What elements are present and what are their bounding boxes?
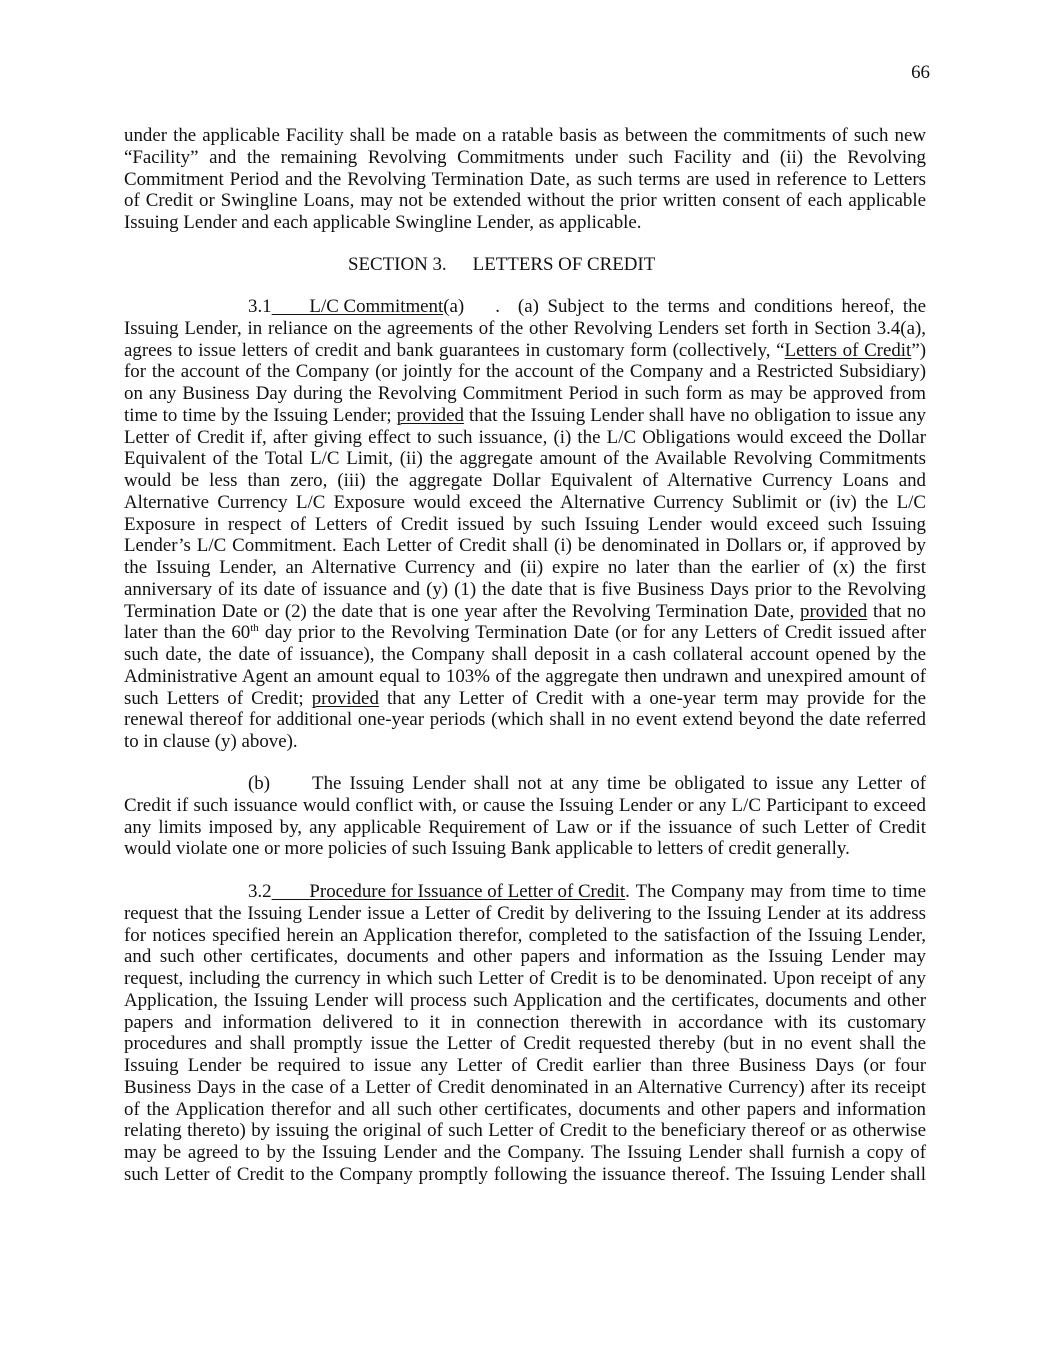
paragraph-line: Letter of Credit if, after giving effect to such issuance, (i) the L/C Obligations would exceed the Dollar xyxy=(124,426,926,448)
paragraph-line: of Credit or Swingline Loans, may not be extended without the prior written consent of each applicable xyxy=(124,190,926,212)
paragraph-line: may be agreed to by the Issuing Lender and the Company. The Issuing Lender shall furnish a copy of xyxy=(124,1142,926,1163)
paragraph-line: Lender’s L/C Commitment. Each Letter of Credit shall (i) be denominated in Dollars or, if approved by xyxy=(124,535,926,557)
section-number: SECTION 3. xyxy=(348,254,447,275)
section-3-2-first-line xyxy=(124,881,926,903)
subsection-caption-text: L/C Commitment xyxy=(309,296,444,317)
paragraph-line: Issuing Lender be required to issue any Letter of Credit earlier than three Business Days (or four xyxy=(124,1055,926,1076)
subsection-caption-text: Procedure for Issuance of Letter of Credit xyxy=(309,881,626,902)
paragraph-line: Issuing Lender, in reliance on the agreements of the other Revolving Lenders set forth in Section 3.4(a), xyxy=(124,317,926,339)
intro-paragraph xyxy=(124,125,926,234)
paragraph-line: of the Application therefor and all such other certificates, documents and other papers and information xyxy=(124,1098,926,1120)
ordinal-superscript: th xyxy=(250,622,259,635)
paragraph-line: request, including the currency in which such Letter of Credit is to be denominated. Upon receipt of any xyxy=(124,968,926,989)
caption-dot: . xyxy=(495,296,500,317)
line-text: day prior to the Revolving Termination Date (or for any Letters of Credit issued after xyxy=(258,622,926,644)
subsection-caption xyxy=(272,296,444,317)
line-text: agrees to issue letters of credit and bank guarantees in customary form (collectively, “ xyxy=(124,339,785,361)
section-3-1-b-first-line xyxy=(124,773,926,795)
paragraph-line: Credit if such issuance would conflict with, or cause the Issuing Lender or any L/C Participant to exceed xyxy=(124,794,926,816)
paragraph-line: any limits imposed by, any applicable Requirement of Law or if the issuance of such Letter of Credit xyxy=(124,816,926,838)
paragraph-line: would violate one or more policies of such Issuing Bank applicable to letters of credit generally. xyxy=(124,838,850,860)
line-text: time to time by the Issuing Lender; xyxy=(124,404,397,426)
paragraph-line: to in clause (y) above). xyxy=(124,731,298,752)
line-text: ”) xyxy=(911,339,926,361)
page-number: 66 xyxy=(911,62,930,83)
section-heading xyxy=(124,254,926,276)
section-3-1-first-line xyxy=(124,296,926,318)
underline-leader xyxy=(272,296,310,317)
line-text: that no xyxy=(867,600,926,622)
underline-leader xyxy=(272,881,310,902)
subsection-number: 3.2 xyxy=(248,881,272,902)
paragraph-line: for the account of the Company (or jointly for the account of the Company and a Restricted Subsidiary) xyxy=(124,361,926,383)
first-line-text: . The Company may from time to time xyxy=(625,881,926,902)
section-3-2-paragraph xyxy=(124,881,926,1186)
line-text: that any Letter of Credit with a one-year term may provide for the xyxy=(378,687,926,709)
paragraph-line: would be less than zero, (iii) the aggregate Dollar Equivalent of Alternative Currency Loans and xyxy=(124,470,926,491)
paragraph-line: on any Business Day during the Revolving Commitment Period in such form as may be approved from xyxy=(124,383,926,404)
paragraph-line: “Facility” and the remaining Revolving Commitments under such Facility and (ii) the Revolving xyxy=(124,146,926,168)
paragraph-line: request that the Issuing Lender issue a Letter of Credit by delivering to the Issuing Lender at its address xyxy=(124,902,926,924)
line-text: such Letters of Credit; xyxy=(124,687,312,709)
paragraph-line xyxy=(124,688,926,710)
paragraph-line xyxy=(124,340,926,362)
paragraph-line: Business Days in the case of a Letter of Credit denominated in an Alternative Currency) after its receipt xyxy=(124,1076,926,1098)
paragraph-line: relating thereto) by issuing the original of such Letter of Credit to the beneficiary thereof or as otherwise xyxy=(124,1120,926,1142)
paragraph-line: papers and information delivered to it in connection therewith in accordance with its customary xyxy=(124,1011,926,1033)
clause-label: (b) xyxy=(248,773,271,794)
paragraph-line: for notices specified herein an Application therefor, completed to the satisfaction of the Issuing Lender, xyxy=(124,924,926,946)
first-line-text: The Issuing Lender shall not at any time be obligated to issue any Letter of xyxy=(312,773,926,794)
line-text: Termination Date or (2) the date that is one year after the Revolving Termination Date, xyxy=(124,600,801,622)
paragraph-line xyxy=(124,405,926,427)
paragraph-line: Alternative Currency L/C Exposure would exceed the Alternative Currency Sublimit or (iv) the L/C xyxy=(124,491,926,513)
defined-term: provided xyxy=(396,404,464,426)
paragraph-line: such Letter of Credit to the Company promptly following the issuance thereof. The Issuing Lender shall xyxy=(124,1163,926,1185)
paragraph-line: and such other certificates, documents and other papers and information as the Issuing Lender may xyxy=(124,946,926,968)
paragraph-line: Issuing Lender and each applicable Swingline Lender, as applicable. xyxy=(124,212,642,233)
defined-term: Letters of Credit xyxy=(784,339,912,361)
paragraph-line: such date, the date of issuance), the Company shall deposit in a cash collateral account opened by the xyxy=(124,644,926,665)
paragraph-line: Exposure in respect of Letters of Credit issued by such Issuing Lender would exceed such Issuing xyxy=(124,513,926,535)
paragraph-line: anniversary of its date of issuance and (y) (1) the date that is five Business Days prior to the Revolving xyxy=(124,578,926,600)
paragraph-line: Application, the Issuing Lender will process such Application and the certificates, documents and other xyxy=(124,989,926,1011)
paragraph-line: under the applicable Facility shall be made on a ratable basis as between the commitments of such new xyxy=(124,125,926,146)
line-text: that the Issuing Lender shall have no obligation to issue any xyxy=(463,404,926,426)
subsection-number: 3.1 xyxy=(248,296,272,317)
paragraph-line: procedures and shall promptly issue the Letter of Credit requested thereby (but in no event shall the xyxy=(124,1033,926,1055)
subsection-caption xyxy=(272,881,626,902)
paragraph-line: renewal thereof for additional one-year periods (which shall in no event extend beyond the date referred xyxy=(124,709,926,731)
section-3-1-paragraph xyxy=(124,296,926,753)
paragraph-line: Equivalent of the Total L/C Limit, (ii) the aggregate amount of the Available Revolving Commitments xyxy=(124,448,926,470)
paragraph-line: the Issuing Lender, an Alternative Currency and (ii) expire no later than the earlier of (x) the first xyxy=(124,557,926,578)
line-text: later than the 60 xyxy=(124,622,251,644)
defined-term: provided xyxy=(311,687,379,709)
paragraph-line xyxy=(124,601,926,623)
first-line-text: (a) Subject to the terms and conditions hereof, the xyxy=(517,296,926,317)
defined-term: provided xyxy=(800,600,868,622)
section-3-1-b-paragraph xyxy=(124,773,926,860)
paragraph-line: Commitment Period and the Revolving Termination Date, as such terms are used in reference to Letters xyxy=(124,168,926,190)
paragraph-line: Administrative Agent an amount equal to 103% of the aggregate then undrawn and unexpired amount of xyxy=(124,665,926,687)
paragraph-line xyxy=(124,622,926,644)
caption-suffix: (a) xyxy=(443,296,465,317)
section-title: LETTERS OF CREDIT xyxy=(472,254,656,275)
